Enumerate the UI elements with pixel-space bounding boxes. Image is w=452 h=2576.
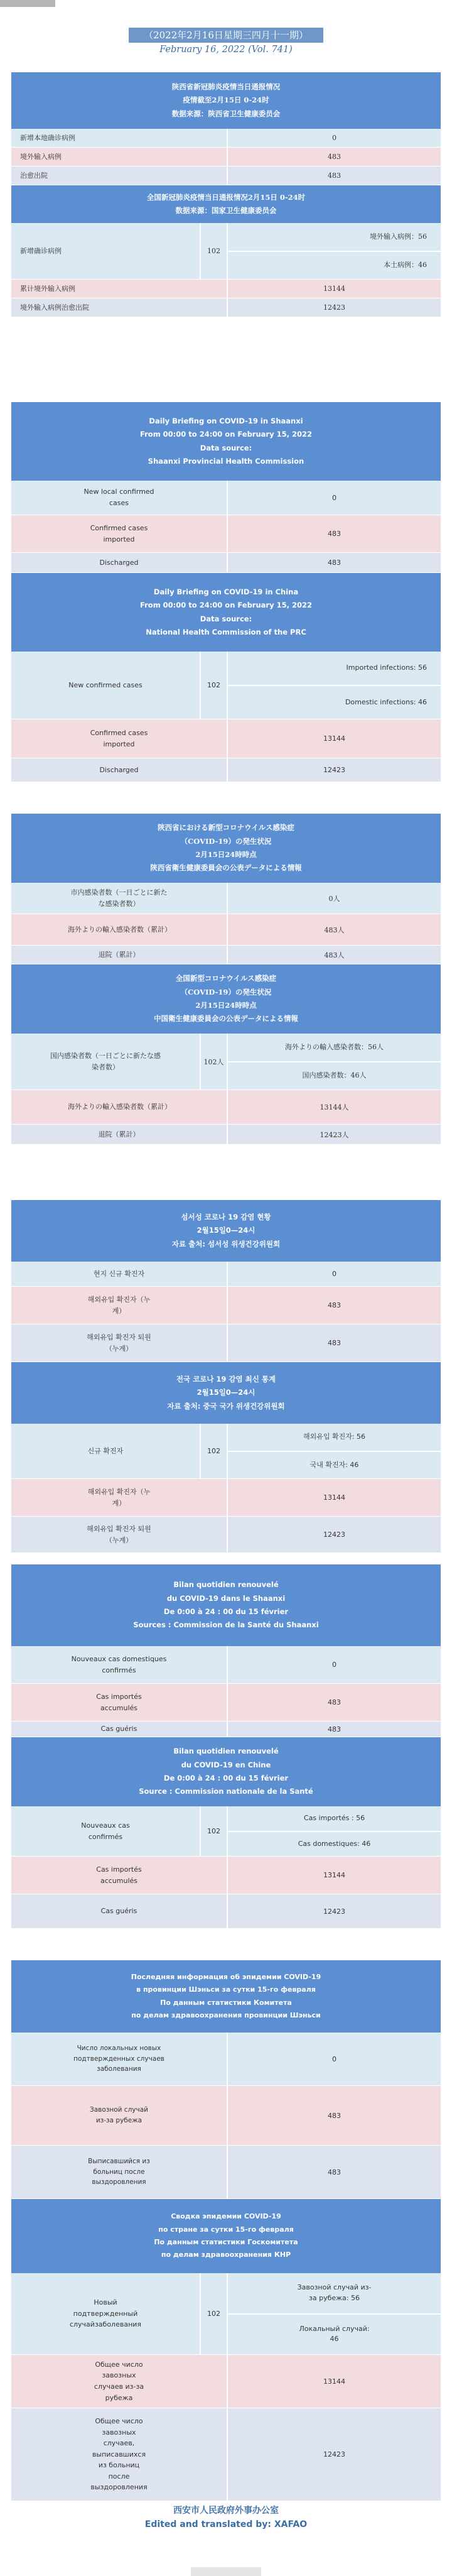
section-english xyxy=(11,402,441,782)
lunar-date-badge: （2022年2月16日星期三四月十一期） xyxy=(129,28,323,43)
english-date: February 16, 2022 (Vol. 741) xyxy=(159,45,293,55)
footer-org: 西安市人民政府外事办公室 xyxy=(173,2506,279,2516)
table-row: 해외유입 확진자 퇴원（누계） 483 xyxy=(11,1324,441,1362)
table-row: Nouveaux cas confirmés 102 Cas importés : 56 Cas domestiques: 46 xyxy=(11,1806,441,1857)
table-row: 海外よりの輸入感染者数（累計） 483人 xyxy=(11,914,441,946)
table-row: 해외유입 확진자 퇴원（누계） 12423 xyxy=(11,1517,441,1553)
table-row: Новый подтвержденный случайзаболевания 102 Завозной случай из-за рубежа: 56 Локальный случай: 46 xyxy=(11,2273,441,2355)
table-row: Nouveaux cas domestiques confirmés 0 xyxy=(11,1646,441,1684)
section-chinese xyxy=(11,72,441,317)
table-row: Cas importés accumulés 483 xyxy=(11,1684,441,1722)
china-header: Сводка эпидемии COVID-19 по стране за сутки 15-го февраля По данным статистики Госкомитета по делам здравоохранения КНР xyxy=(11,2199,441,2273)
table-row: 退院（累計） 483人 xyxy=(11,946,441,964)
table-row: Число локальных новых подтвержденных случаев заболевания 0 xyxy=(11,2033,441,2086)
table-row: 境外输入病例治愈出院 12423 xyxy=(11,298,441,317)
section-russian xyxy=(11,1960,441,2501)
bottom-bar xyxy=(191,2567,261,2576)
section-french xyxy=(11,1564,441,1929)
shaanxi-header: Bilan quotidien renouvelé du COVID-19 dans le Shaanxi De 0:00 à 24 : 00 du 15 février Sources : Commission de la Santé du Shaanxi xyxy=(11,1564,441,1646)
section-korean xyxy=(11,1200,441,1553)
table-row: Cas guéris 483 xyxy=(11,1722,441,1737)
table-row: 新增确诊病例 102 境外输入病例：56 本土病例：46 xyxy=(11,223,441,280)
china-header: 全国新冠肺炎疫情当日通报情况2月15日 0-24时 数据来源：国家卫生健康委员会 xyxy=(11,185,441,223)
table-row: 累计境外输入病例 13144 xyxy=(11,280,441,298)
table-row: 境外输入病例 483 xyxy=(11,148,441,166)
table-row: New local confirmed cases 0 xyxy=(11,481,441,515)
table-row: Общее число завозных случаев из-за рубежа 13144 xyxy=(11,2355,441,2408)
table-row: Cas importés accumulés 13144 xyxy=(11,1857,441,1894)
table-row: Общее число завозных случаев, выписавшихся из больниц после выздоровления 12423 xyxy=(11,2408,441,2501)
shaanxi-header: 섬서성 코로나 19 감염 현황 2월15일0—24시 자료 출처: 섬서성 위생건강위원회 xyxy=(11,1200,441,1262)
shaanxi-header: 陝西省における新型コロナウイルス感染症 （COVID-19）の発生状況 2月15日24時時点 陝西省衛生健康委員会の公表データによる情報 xyxy=(11,814,441,883)
china-header: 全国新型コロナウイルス感染症 （COVID-19）の発生状況 2月15日24時時点 中国衛生健康委員会の公表データによる情報 xyxy=(11,964,441,1034)
footer xyxy=(0,2504,452,2531)
table-row: 市内感染者数（一日ごとに新たな感染者数） 0人 xyxy=(11,883,441,914)
shaanxi-header: Daily Briefing on COVID-19 in Shaanxi From 00:00 to 24:00 on February 15, 2022 Data source: Shaanxi Provincial Health Commission xyxy=(11,402,441,481)
table-row: New confirmed cases 102 Imported infections: 56 Domestic infections: 46 xyxy=(11,652,441,719)
table-row: 현지 신규 확진자 0 xyxy=(11,1262,441,1287)
table-row: 新增本地确诊病例 0 xyxy=(11,129,441,148)
table-row: 海外よりの輸入感染者数（累計） 13144人 xyxy=(11,1090,441,1125)
table-row: Выписавшийся из больниц после выздоровления 483 xyxy=(11,2146,441,2199)
date-banner xyxy=(0,28,452,43)
table-row: Cas guéris 12423 xyxy=(11,1894,441,1929)
table-row: Discharged 483 xyxy=(11,553,441,573)
china-header: Bilan quotidien renouvelé du COVID-19 en Chine De 0:00 à 24 : 00 du 15 février Source : Commission nationale de la Santé xyxy=(11,1737,441,1806)
table-row: 해외유입 확진자（누계） 483 xyxy=(11,1287,441,1324)
top-status-bar xyxy=(0,0,55,7)
table-row: 退院（累計） 12423人 xyxy=(11,1125,441,1145)
table-row: Confirmed cases imported 483 xyxy=(11,515,441,553)
table-row: 해외유입 확진자（누계） 13144 xyxy=(11,1479,441,1517)
china-header: 전국 코로나 19 감염 최신 통계 2월15일0—24시 자료 출처: 중국 국가 위생건강위원회 xyxy=(11,1362,441,1424)
shaanxi-header: 陕西省新冠肺炎疫情当日通报情况 疫情截至2月15日 0-24时 数据来源：陕西省卫生健康委员会 xyxy=(11,72,441,129)
table-row: 国内感染者数（一日ごとに新たな感染者数） 102人 海外よりの輸入感染者数：56人 国内感染者数：46人 xyxy=(11,1034,441,1090)
table-row: Discharged 12423 xyxy=(11,758,441,782)
section-japanese xyxy=(11,814,441,1145)
table-row: 治愈出院 483 xyxy=(11,166,441,185)
table-row: Завозной случай из-за рубежа 483 xyxy=(11,2086,441,2146)
table-row: Confirmed cases imported 13144 xyxy=(11,719,441,758)
table-row: 신규 확진자 102 해외유입 확진자: 56 국내 확진자: 46 xyxy=(11,1424,441,1479)
china-header: Daily Briefing on COVID-19 in China From 00:00 to 24:00 on February 15, 2022 Data source: National Health Commission of the PRC xyxy=(11,573,441,652)
shaanxi-header: Последняя информация об эпидемии COVID-19 в провинции Шэньси за сутки 15-го февраля По данным статистики Комитета по делам здравоохранения провинции Шэньси xyxy=(11,1960,441,2033)
footer-credit: Edited and translated by: XAFAO xyxy=(144,2519,308,2530)
